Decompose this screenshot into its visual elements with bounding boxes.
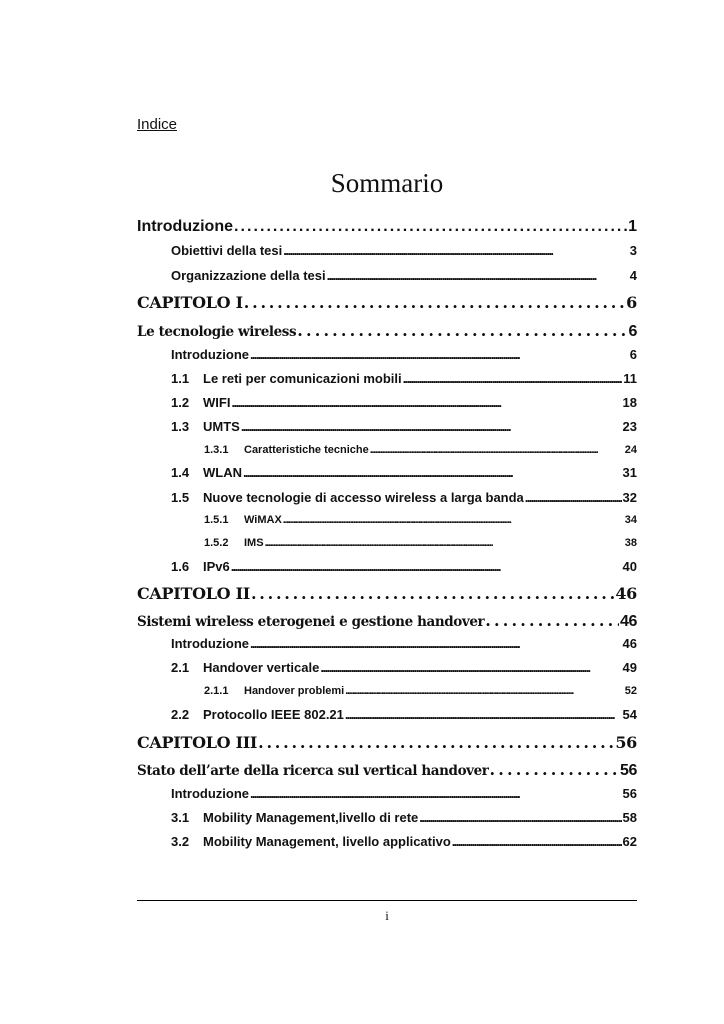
toc-section-number: 3.2 [171, 834, 190, 849]
toc-entry-2-1-1[interactable] [204, 685, 637, 697]
toc-page-number: 49 [622, 660, 637, 675]
dot-leader [244, 293, 625, 312]
toc-entry-text: Le reti per comunicazioni mobili [203, 371, 402, 386]
toc-entry-text: Stato dell’arte della ricerca sul vertical handover [137, 763, 489, 779]
toc-page-number: 56 [620, 762, 637, 779]
toc-entry-organizzazione[interactable] [171, 268, 637, 283]
toc-page-number: 31 [622, 465, 637, 480]
toc-entry-text: Le tecnologie wireless [137, 324, 297, 340]
toc-page-number: 11 [623, 371, 637, 386]
dot-leader [490, 760, 619, 779]
toc-entry-1-3-1[interactable] [204, 444, 637, 456]
toc-entry-capitolo-3[interactable] [137, 733, 637, 752]
dot-leader [345, 707, 622, 722]
toc-page-number: 18 [622, 395, 637, 410]
toc-entry-capitolo-2[interactable] [137, 584, 637, 603]
toc-entry-text: Introduzione [171, 347, 249, 362]
toc-entry-introduzione-cap2[interactable] [171, 636, 637, 651]
dot-leader [327, 268, 629, 283]
toc-section-number: 2.2 [171, 707, 190, 722]
dot-leader [251, 584, 614, 603]
toc-page-number: 24 [624, 444, 637, 456]
toc-entry-1-1[interactable] [171, 371, 637, 386]
toc-page-number: 40 [622, 559, 637, 574]
footer-page-number: i [385, 908, 389, 923]
dot-leader [283, 514, 624, 526]
dot-leader [283, 243, 629, 258]
dot-leader [250, 786, 622, 801]
toc-entry-text: Handover verticale [203, 660, 320, 675]
toc-entry-introduzione[interactable] [137, 218, 637, 236]
toc-page-number: 1 [628, 218, 637, 235]
toc-entry-stato-arte[interactable] [137, 760, 637, 780]
toc-entry-introduzione-cap3[interactable] [171, 786, 637, 801]
toc-page-number: 62 [622, 834, 637, 849]
toc-entry-1-3[interactable] [171, 419, 637, 434]
toc-entry-obiettivi[interactable] [171, 243, 637, 258]
toc-entry-text: UMTS [203, 419, 240, 434]
toc-entry-2-2[interactable] [171, 707, 637, 722]
toc-page-number: 52 [624, 685, 637, 697]
toc-entry-text: Mobility Management, livello applicativo [203, 834, 451, 849]
toc-entry-text: Caratteristiche tecniche [244, 444, 369, 456]
toc-entry-3-2[interactable] [171, 834, 637, 849]
toc-entry-text: Nuove tecnologie di accesso wireless a larga banda [203, 490, 524, 505]
dot-leader [345, 685, 624, 697]
toc-entry-text: WiMAX [244, 514, 282, 526]
toc-page-number: 4 [629, 268, 637, 283]
toc-entry-1-6[interactable] [171, 559, 637, 574]
dot-leader [243, 465, 622, 480]
toc-entry-3-1[interactable] [171, 810, 637, 825]
toc-entry-text: CAPITOLO I [137, 293, 243, 312]
toc-entry-text: WLAN [203, 465, 242, 480]
page-title: Sommario [330, 168, 444, 199]
toc-entry-text: Handover problemi [244, 685, 345, 697]
toc-entry-2-1[interactable] [171, 660, 637, 675]
toc-page-number: 56 [622, 786, 637, 801]
toc-page-number: 34 [624, 514, 637, 526]
toc-section-number: 1.2 [171, 395, 190, 410]
toc-entry-capitolo-1[interactable] [137, 293, 637, 312]
toc-page-number: 38 [624, 537, 637, 549]
toc-section-number: 1.5 [171, 490, 190, 505]
toc-section-number: 1.5.2 [204, 537, 229, 549]
toc-section-number: 1.4 [171, 465, 190, 480]
toc-entry-text: Introduzione [171, 786, 249, 801]
dot-leader [485, 611, 619, 630]
toc-entry-1-4[interactable] [171, 465, 637, 480]
dot-leader [250, 347, 629, 362]
dot-leader [231, 395, 621, 410]
toc-page-number: 23 [622, 419, 637, 434]
toc-entry-text: Mobility Management,livello di rete [203, 810, 419, 825]
toc-page-number: 6 [629, 347, 637, 362]
toc-page-number: 6 [628, 323, 637, 340]
toc-entry-text: IPv6 [203, 559, 230, 574]
toc-entry-text: Organizzazione della tesi [171, 268, 326, 283]
dot-leader [370, 444, 624, 456]
dot-leader [231, 559, 622, 574]
toc-entry-text: Introduzione [171, 636, 249, 651]
toc-entry-text: WIFI [203, 395, 231, 410]
toc-section-number: 2.1.1 [204, 685, 229, 697]
toc-page-number: 6 [626, 293, 637, 312]
toc-section-number: 1.5.1 [204, 514, 229, 526]
toc-entry-text: Obiettivi della tesi [171, 243, 283, 258]
toc-page-number: 46 [622, 636, 637, 651]
dot-leader [452, 834, 622, 849]
toc-entry-text: Introduzione [137, 218, 233, 235]
toc-section-number: 3.1 [171, 810, 190, 825]
toc-entry-text: CAPITOLO II [137, 584, 250, 603]
running-header: Indice [137, 116, 178, 133]
dot-leader [250, 636, 622, 651]
toc-entry-1-5-1[interactable] [204, 514, 637, 526]
toc-entry-tecnologie-wireless[interactable] [137, 321, 637, 341]
toc-entry-1-2[interactable] [171, 395, 637, 410]
toc-entry-1-5[interactable] [171, 490, 637, 505]
toc-section-number: 1.6 [171, 559, 190, 574]
toc-page-number: 3 [629, 243, 637, 258]
toc-entry-text: Protocollo IEEE 802.21 [203, 707, 344, 722]
toc-section-number: 1.1 [171, 371, 190, 386]
dot-leader [297, 321, 627, 340]
toc-page-number: 54 [622, 707, 637, 722]
dot-leader [403, 371, 623, 386]
dot-leader [258, 733, 614, 752]
toc-entry-sistemi-wireless[interactable] [137, 611, 637, 631]
dot-leader [234, 218, 627, 236]
toc-entry-introduzione-cap1[interactable] [171, 347, 637, 362]
toc-section-number: 2.1 [171, 660, 190, 675]
toc-page-number: 46 [615, 584, 637, 603]
dot-leader [419, 810, 621, 825]
toc-entry-text: IMS [244, 537, 264, 549]
toc-page-number: 56 [615, 733, 637, 752]
toc-section-number: 1.3.1 [204, 444, 229, 456]
toc-entry-text: Sistemi wireless eterogenei e gestione handover [137, 614, 485, 630]
toc-page-number: 46 [620, 613, 637, 630]
dot-leader [241, 419, 622, 434]
toc-entry-text: CAPITOLO III [137, 733, 258, 752]
footer-rule [137, 900, 637, 901]
toc-entry-1-5-2[interactable] [204, 537, 637, 549]
dot-leader [525, 490, 622, 505]
dot-leader [320, 660, 621, 675]
toc-page-number: 32 [622, 490, 637, 505]
dot-leader [265, 537, 624, 549]
toc-page-number: 58 [622, 810, 637, 825]
toc-section-number: 1.3 [171, 419, 190, 434]
